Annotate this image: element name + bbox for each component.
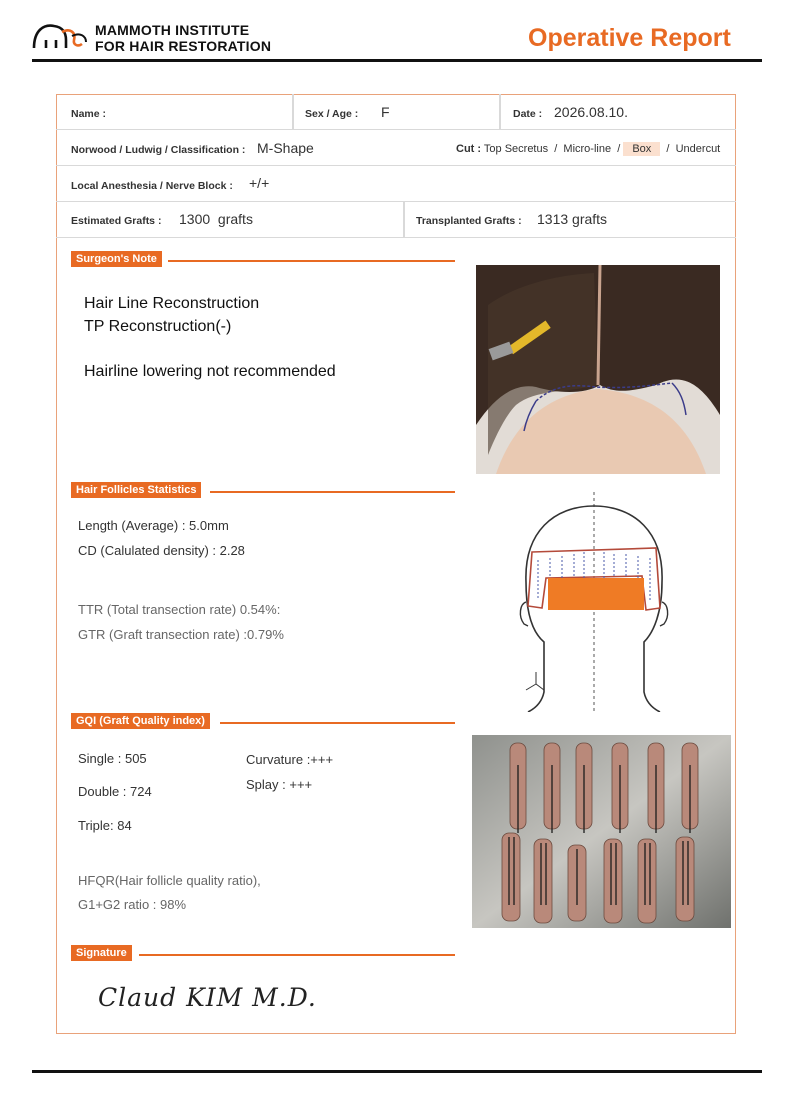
- date-value[interactable]: 2026.08.10.: [554, 104, 628, 120]
- classification-label: Norwood / Ludwig / Classification :: [71, 144, 246, 156]
- surgeons-note-text: Hair Line Reconstruction TP Reconstruction(-) Hairline lowering not recommended: [84, 295, 336, 380]
- cut-option-undercut[interactable]: Undercut: [675, 143, 721, 155]
- divider: [403, 202, 405, 238]
- report-title: Operative Report: [528, 24, 731, 52]
- gqi-splay: Splay : +++: [246, 777, 313, 792]
- divider: [292, 94, 294, 130]
- cut-label: Cut :: [456, 143, 482, 155]
- hairline-photo: [476, 265, 720, 474]
- date-label: Date :: [513, 108, 543, 120]
- stat-gtr: GTR (Graft transection rate) :0.79%: [78, 627, 284, 642]
- header-divider: [32, 59, 762, 62]
- estimated-grafts-value[interactable]: 1300 grafts: [179, 211, 253, 227]
- elephant-logo-icon: [32, 20, 90, 50]
- cut-option-micro-line[interactable]: Micro-line: [563, 143, 612, 155]
- sex-age-label: Sex / Age :: [305, 108, 359, 120]
- institute-name: MAMMOTH INSTITUTE FOR HAIR RESTORATION: [95, 22, 272, 54]
- stat-ttr: TTR (Total transection rate) 0.54%:: [78, 602, 281, 617]
- gqi-ratio: G1+G2 ratio : 98%: [78, 897, 187, 912]
- gqi-single: Single : 505: [78, 751, 147, 766]
- grafts-photo: [472, 735, 731, 928]
- section-title-signature: Signature: [71, 945, 132, 961]
- gqi-curvature: Curvature :+++: [246, 752, 334, 767]
- section-title-gqi: GQI (Graft Quality index): [71, 713, 210, 729]
- cut-selector: Cut : Top Secretus / Micro-line / Box / Undercut: [456, 143, 721, 155]
- signature-handwriting: Claud KIM M.D.: [98, 983, 317, 1012]
- transplanted-grafts-value[interactable]: 1313 grafts: [537, 211, 608, 227]
- classification-value[interactable]: M-Shape: [257, 140, 314, 156]
- cut-option-top-secretus[interactable]: Top Secretus: [483, 143, 549, 155]
- section-underline: [220, 722, 455, 724]
- transplanted-grafts-label: Transplanted Grafts :: [416, 215, 522, 227]
- sex-age-value[interactable]: F: [381, 104, 390, 120]
- section-underline: [168, 260, 455, 262]
- stat-length: Length (Average) : 5.0mm: [78, 518, 229, 533]
- stat-density: CD (Calulated density) : 2.28: [78, 543, 245, 558]
- cut-option-box-selected[interactable]: Box: [623, 142, 660, 156]
- section-underline: [139, 954, 455, 956]
- gqi-double: Double : 724: [78, 784, 152, 799]
- estimated-grafts-label: Estimated Grafts :: [71, 215, 162, 227]
- anesthesia-value[interactable]: +/+: [249, 175, 270, 191]
- gqi-hfqr: HFQR(Hair follicle quality ratio),: [78, 873, 261, 888]
- section-underline: [210, 491, 455, 493]
- name-label: Name :: [71, 108, 107, 120]
- row-name: [56, 94, 736, 130]
- gqi-triple: Triple: 84: [78, 818, 132, 833]
- divider: [499, 94, 501, 130]
- section-title-surgeons-note: Surgeon's Note: [71, 251, 162, 267]
- footer-divider: [32, 1070, 762, 1073]
- section-title-follicle-stats: Hair Follicles Statistics: [71, 482, 201, 498]
- anesthesia-label: Local Anesthesia / Nerve Block :: [71, 180, 233, 192]
- head-donor-diagram: [514, 492, 674, 712]
